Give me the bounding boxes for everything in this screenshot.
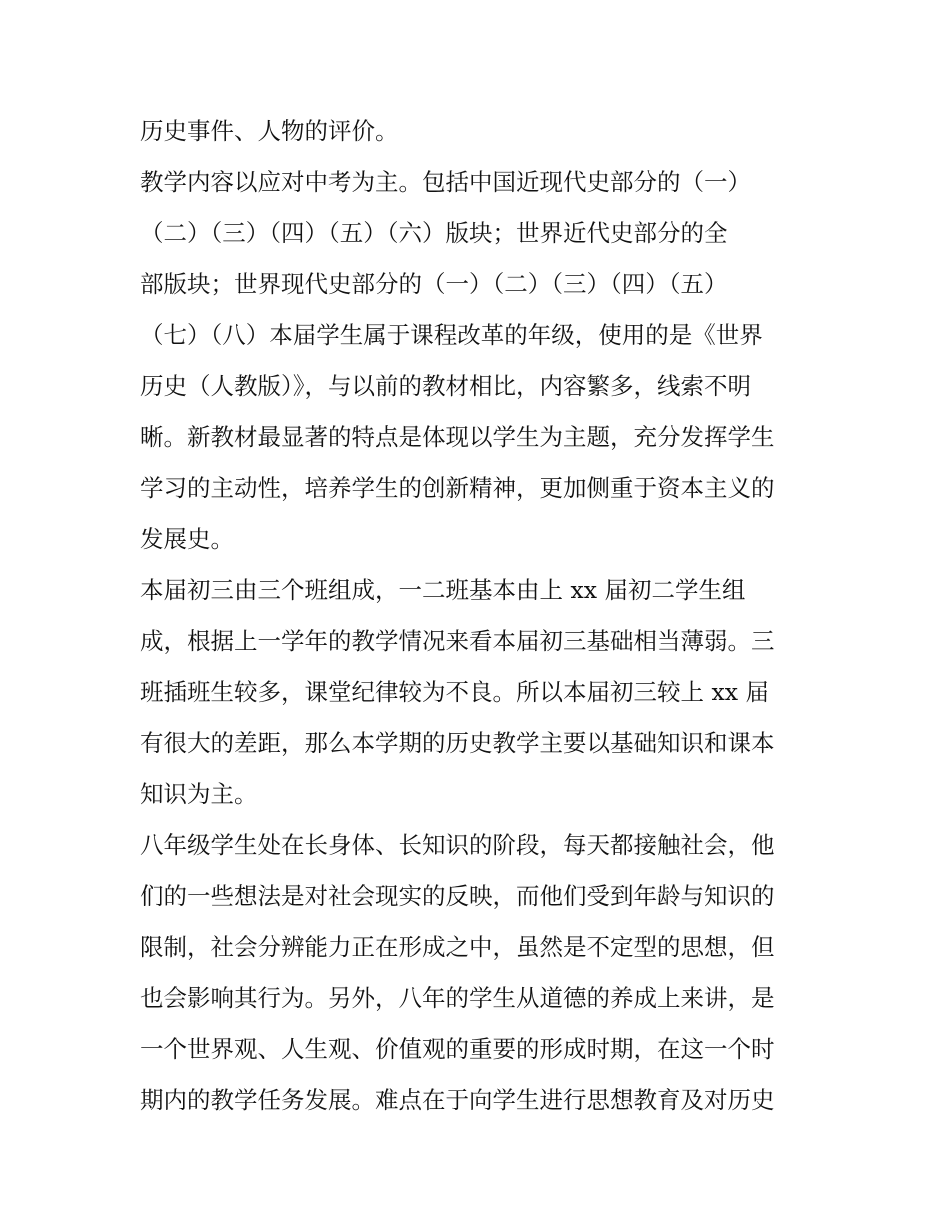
text-line: （七）（八）本届学生属于课程改革的年级，使用的是《世界 [140, 321, 763, 349]
text-line: 班插班生较多，课堂纪律较为不良。所以本届初三较上 xx 届 [140, 678, 769, 706]
text-line: 限制，社会分辨能力正在形成之中，虽然是不定型的思想，但 [140, 933, 775, 961]
text-line: 本届初三由三个班组成，一二班基本由上 xx 届初二学生组 [140, 576, 746, 604]
text-line: 也会影响其行为。另外，八年的学生从道德的养成上来讲，是 [140, 984, 775, 1012]
text-line: 教学内容以应对中考为主。包括中国近现代史部分的（一） [140, 168, 751, 196]
text-line: 晰。新教材最显著的特点是体现以学生为主题，充分发挥学生 [140, 423, 775, 451]
text-line: 部版块；世界现代史部分的（一）（二）（三）（四）（五） [140, 270, 728, 298]
text-line: 成，根据上一学年的教学情况来看本届初三基础相当薄弱。三 [140, 627, 775, 655]
text-line: 学习的主动性，培养学生的创新精神，更加侧重于资本主义的 [140, 474, 775, 502]
text-line: （二）（三）（四）（五）（六）版块；世界近代史部分的全 [140, 219, 728, 247]
text-line: 知识为主。 [140, 780, 258, 808]
text-line: 发展史。 [140, 525, 234, 553]
text-line: 一个世界观、人生观、价值观的重要的形成时期，在这一个时 [140, 1035, 775, 1063]
text-line: 期内的教学任务发展。难点在于向学生进行思想教育及对历史 [140, 1086, 775, 1114]
text-line: 们的一些想法是对社会现实的反映，而他们受到年龄与知识的 [140, 882, 775, 910]
text-line: 历史（人教版）》，与以前的教材相比，内容繁多，线索不明 [140, 372, 751, 400]
text-line: 八年级学生处在长身体、长知识的阶段，每天都接触社会，他 [140, 831, 775, 859]
document-body [140, 106, 820, 1126]
text-line: 有很大的差距，那么本学期的历史教学主要以基础知识和课本 [140, 729, 775, 757]
text-line: 历史事件、人物的评价。 [140, 117, 399, 145]
